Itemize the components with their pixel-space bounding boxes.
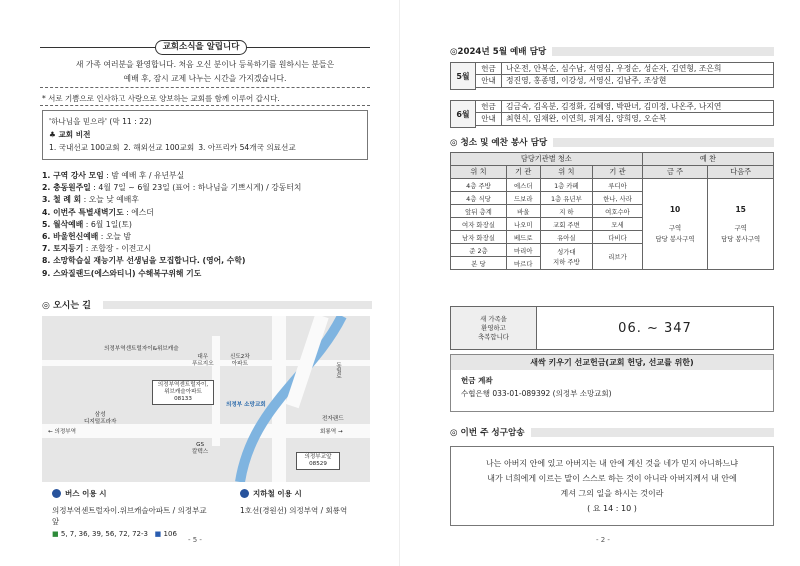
table-cell: 여호수아: [593, 205, 643, 218]
map-label: 의정부역센트럴자이, 위브캐슬아파트 08133: [152, 380, 214, 405]
announcement-detail: : 오늘 낮 예배후: [81, 195, 139, 205]
new-family-label: 새 가족을 환영하고 축복합니다: [451, 307, 537, 349]
map-label: 의정부역센트럴자이&위브캐슬: [104, 346, 179, 352]
announcement-heading: 월삭예배: [53, 219, 84, 229]
cleaning-heading: [450, 136, 774, 148]
table-cell: 지 하: [540, 205, 593, 218]
announcement-item: [42, 219, 372, 231]
schedule-row: [476, 113, 774, 126]
announcement-detail: : 밤 예배 후 / 유년부실: [103, 171, 185, 180]
page-number: - 5 -: [188, 536, 202, 544]
heading-bar: [553, 138, 774, 147]
may-schedule: [450, 62, 774, 90]
vision-list: [49, 141, 361, 154]
verse-line: 내가 너희에게 이르는 말이 스스로 하는 것이 아니라 아버지께서 내 안에: [487, 474, 737, 483]
announcement-number: 6.: [42, 232, 54, 242]
row-names: 정진영, 홍종명, 이강성, 서영신, 김남주, 조상현: [506, 76, 667, 85]
row-type: 안내: [476, 113, 502, 125]
verse-line: 계셔 그의 일을 하시는 것이라: [560, 489, 664, 498]
vision-item: 2. 해외선교 100교회: [123, 143, 195, 152]
announcement-detail: : 오늘 밤: [98, 232, 131, 242]
table-cell: 성가대 지하 주방: [540, 244, 593, 270]
table-cell: 1층 유년부: [540, 192, 593, 205]
column-header: 다음주: [708, 166, 774, 179]
green-bus-numbers: 5, 7, 36, 39, 56, 72, 72-3: [60, 530, 148, 538]
announcement-heading: 충동원주일: [53, 183, 91, 193]
announcement-heading: 스와질랜드(에스와티니) 수해복구위해 기도: [53, 268, 202, 278]
vision-item: 3. 아프리카 54개국 의료선교: [198, 143, 296, 152]
heading-bar: [531, 428, 774, 437]
announcement-heading: 구역 강사 모임: [53, 171, 104, 180]
new-family-box: [450, 306, 774, 350]
vision-box: [42, 110, 368, 160]
announcement-item: [42, 231, 372, 243]
announcement-detail: : 6월 1일(토): [83, 219, 132, 229]
table-cell: 다비다: [593, 231, 643, 244]
this-week-label: 구역: [668, 223, 682, 232]
announcement-heading: 철 례 회: [53, 195, 82, 205]
green-bus-icon: ■: [52, 530, 59, 538]
mission-bank: 수협은행 033-01-089392 (의정부 소망교회): [461, 389, 612, 398]
table-cell: 준 2층: [451, 244, 507, 257]
schedule-row: [476, 75, 774, 88]
announcement-number: 7.: [42, 244, 54, 254]
schedule-row: [476, 100, 774, 113]
announcement-list: [42, 170, 372, 280]
worship-heading: [450, 45, 774, 57]
table-cell: 4층 주방: [451, 179, 507, 192]
bus-heading: [52, 488, 212, 499]
table-cell: 교회 주변: [540, 218, 593, 231]
page-number: - 2 -: [596, 536, 610, 544]
this-week-number: 10: [669, 204, 681, 214]
announcement-item: [42, 182, 372, 194]
table-cell: 마르다: [506, 257, 540, 270]
heading-bar: [552, 47, 774, 56]
announcement-heading: 토지등기: [53, 244, 84, 254]
row-type: 헌금: [476, 101, 502, 112]
mission-box: [450, 354, 774, 412]
map-label: GS 칼텍스: [192, 442, 209, 455]
announcement-item: [42, 170, 372, 182]
memory-verse-box: [450, 446, 774, 526]
column-header: 기 관: [506, 166, 540, 179]
table-header: 예 찬: [642, 153, 773, 166]
mission-account-label: 헌금 계좌: [461, 376, 493, 385]
verse-reference: ( 요 14 : 10 ): [587, 504, 637, 513]
announcement-number: 9.: [42, 268, 54, 278]
row-type: 헌금: [476, 63, 502, 74]
blue-bus-numbers: 106: [163, 530, 177, 538]
announcement-number: 3.: [42, 195, 54, 205]
blue-bus-icon: ■: [154, 530, 162, 538]
table-cell: 리브가: [593, 244, 643, 270]
map-label: 동일로: [335, 362, 341, 379]
verse-text: '하나님을 믿으라' (막 11 : 22): [49, 117, 152, 126]
vision-title: ♣ 교회 비전: [49, 130, 91, 139]
column-header: 기 관: [593, 166, 643, 179]
next-week-number: 15: [735, 204, 746, 214]
cleaning-table: [450, 152, 774, 270]
row-names: 최현식, 임채완, 이연희, 위계심, 양희영, 오순복: [506, 114, 667, 123]
announcement-detail: : 4월 7일 ~ 6월 23일 (표어 : 하나님을 기쁘시게) / 강동터치: [90, 183, 302, 193]
mission-title: 새싹 키우기 선교헌금(교회 헌당, 선교를 위한): [451, 355, 773, 370]
table-cell: 베드로: [506, 231, 540, 244]
announcement-number: 8.: [42, 256, 54, 266]
verse-title: ◎ 이번 주 성구암송: [450, 428, 525, 438]
announcement-detail: : 조합장 - 이전고시: [83, 244, 152, 254]
column-header: 위 치: [451, 166, 507, 179]
table-cell: 1층 카페: [540, 179, 593, 192]
announcement-heading: 바울헌신예배: [53, 232, 99, 242]
map-label: 의정부교앞 08529: [296, 452, 340, 470]
map-label: ← 의정부역: [48, 429, 77, 435]
announcement-item: [42, 255, 372, 267]
table-cell: 앞뒤 층계: [451, 205, 507, 218]
announcement-item: [42, 268, 372, 280]
welcome-text: [40, 58, 370, 86]
column-header: 금 주: [642, 166, 708, 179]
next-week-cell: [708, 179, 774, 270]
announcement-number: 2.: [42, 183, 54, 193]
row-names: 나온전, 안복순, 심수남, 석영심, 우정순, 성순자, 김연형, 조은희: [506, 64, 722, 73]
worship-title: ◎2024년 5월 예배 담당: [450, 47, 547, 57]
table-cell: 드보라: [506, 192, 540, 205]
table-cell: 바울: [506, 205, 540, 218]
notice-title: 교회소식을 알립니다: [155, 40, 247, 55]
subway-icon: [240, 489, 249, 498]
verse-heading: [450, 426, 774, 438]
directions-map: [42, 316, 370, 482]
divider: [40, 87, 370, 88]
subway-info: [240, 488, 380, 516]
table-cell: 나오미: [506, 218, 540, 231]
announcement-detail: : 에스더: [123, 207, 154, 217]
welcome-line: 예배 후, 잠시 교제 나누는 시간을 가지겠습니다.: [123, 74, 287, 83]
church-label: 의정부 소망교회: [226, 402, 266, 408]
month-label: 6월: [450, 100, 476, 128]
right-page: [400, 0, 800, 566]
cleaning-title: ◎ 청소 및 예찬 봉사 담당: [450, 138, 548, 148]
divider: [40, 105, 370, 106]
map-label: 신도2차 아파트: [230, 354, 250, 367]
new-family-value: 06. ~ 347: [618, 320, 692, 336]
announcement-item: [42, 207, 372, 219]
bus-title: 버스 이용 시: [65, 489, 107, 498]
bus-icon: [52, 489, 61, 498]
announcement-number: 5.: [42, 219, 54, 229]
directions-heading: [42, 298, 372, 311]
row-names: 김금숙, 김옥분, 김정화, 김혜영, 박판녀, 김미정, 나온주, 나지연: [506, 102, 722, 111]
table-cell: 루디아: [593, 179, 643, 192]
subway-line: 1호선(경원선) 의정부역 / 회룡역: [240, 506, 348, 515]
welcome-line: 새 가족 여러분을 환영합니다. 처음 오신 분이나 등록하기를 원하시는 분들은: [75, 60, 335, 69]
directions-title: ◎ 오시는 길: [42, 301, 91, 311]
next-week-label: 구역: [734, 223, 747, 232]
map-label: 회룡역 →: [320, 429, 343, 435]
bus-stop: 의정부역센트럴자이.위브캐슬아파트 / 의정부교 앞: [52, 506, 207, 526]
column-header: 위 치: [540, 166, 593, 179]
table-cell: 남자 화장실: [451, 231, 507, 244]
month-label: 5월: [450, 62, 476, 90]
table-cell: 에스더: [506, 179, 540, 192]
announcement-number: 4.: [42, 207, 54, 217]
table-cell: 마리아: [506, 244, 540, 257]
table-cell: 본 당: [451, 257, 507, 270]
table-cell: 유아실: [540, 231, 593, 244]
next-week-sub: 담당 봉사구역: [721, 234, 761, 243]
this-week-sub: 담당 봉사구역: [655, 234, 695, 243]
note-text: * 서로 기쁨으로 인사하고 사랑으로 양보하는 교회를 함께 이루어 갑시다.: [42, 94, 280, 103]
table-header: 담당기관별 청소: [451, 153, 643, 166]
announcement-item: [42, 243, 372, 255]
announcement-heading: 이번주 특별새벽기도: [53, 207, 124, 217]
table-row: [451, 179, 774, 192]
vision-item: 1. 국내선교 100교회: [49, 143, 120, 152]
map-label: 전자랜드: [322, 416, 344, 422]
map-label: 대우 푸르지오: [192, 354, 214, 367]
bus-info: [52, 488, 212, 540]
announcement-number: 1.: [42, 171, 54, 180]
subway-title: 지하철 이용 시: [253, 489, 302, 498]
table-cell: 모세: [593, 218, 643, 231]
heading-bar: [103, 301, 372, 309]
table-cell: 한나, 사라: [593, 192, 643, 205]
schedule-row: [476, 62, 774, 75]
verse-line: 나는 아버지 안에 있고 아버지는 내 안에 계신 것을 네가 믿지 아니하느냐: [485, 459, 739, 468]
this-week-cell: [642, 179, 708, 270]
announcement-item: [42, 194, 372, 206]
table-cell: 4층 식당: [451, 192, 507, 205]
table-cell: 여자 화장실: [451, 218, 507, 231]
june-schedule: [450, 100, 774, 128]
map-label: 삼성 디지털프라자: [84, 412, 117, 425]
row-type: 안내: [476, 75, 502, 87]
announcement-heading: 소망학습실 재능기부 선생님을 모집합니다. (영어, 수학): [53, 256, 246, 266]
subway-heading: [240, 488, 380, 499]
